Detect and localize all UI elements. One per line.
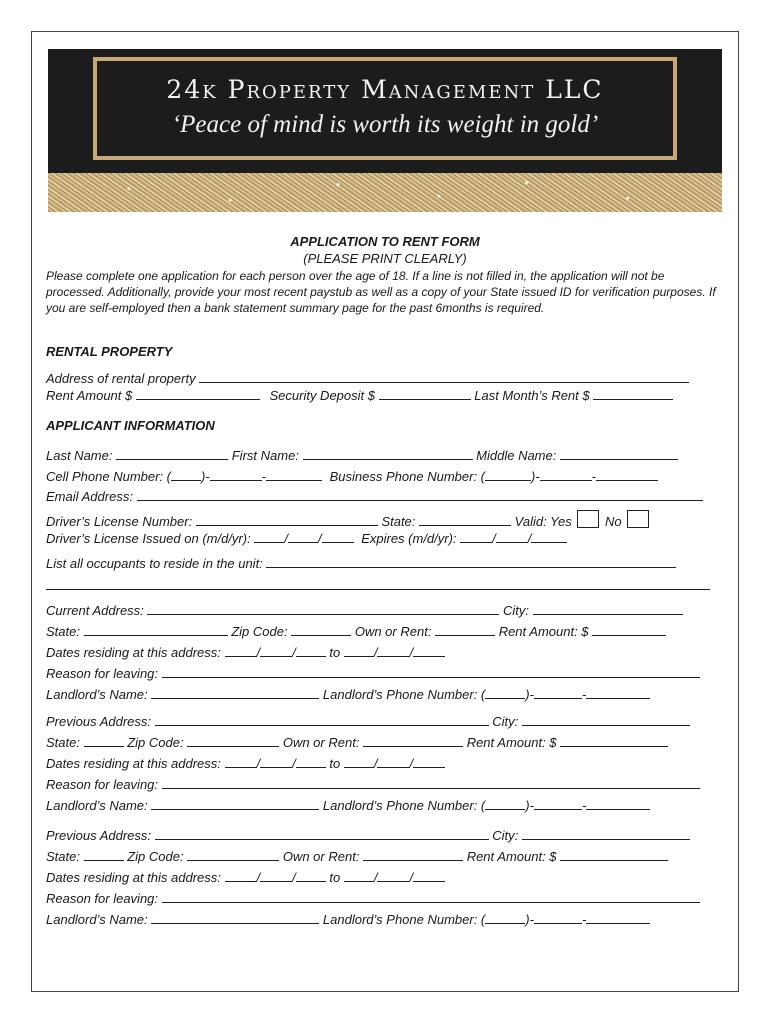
address-field[interactable] bbox=[155, 828, 489, 840]
reason-label: Reason for leaving: bbox=[46, 891, 159, 906]
phone-row: Cell Phone Number: ( )- - Business Phone Number: ( )- - bbox=[46, 469, 658, 483]
city-field[interactable] bbox=[522, 828, 690, 840]
address-field[interactable] bbox=[155, 714, 489, 726]
to-day-field[interactable] bbox=[377, 645, 409, 657]
license-issued-label: Driver’s License Issued on (m/d/yr): bbox=[46, 531, 251, 546]
reason-field[interactable] bbox=[162, 891, 700, 903]
from-year-field[interactable] bbox=[296, 645, 326, 657]
own-rent-field[interactable] bbox=[435, 624, 495, 636]
cell-prefix-field[interactable] bbox=[210, 469, 262, 481]
to-day-field[interactable] bbox=[377, 756, 409, 768]
middle-name-label: Middle Name: bbox=[476, 448, 557, 463]
landlord-line-field[interactable] bbox=[586, 798, 650, 810]
dates-label: Dates residing at this address: bbox=[46, 645, 221, 660]
landlord-name-label: Landlord’s Name: bbox=[46, 798, 148, 813]
issued-day-field[interactable] bbox=[288, 531, 318, 543]
from-day-field[interactable] bbox=[260, 870, 292, 882]
landlord-phone-label: Landlord’s Phone Number: ( bbox=[322, 687, 486, 702]
landlord-name-label: Landlord’s Name: bbox=[46, 912, 148, 927]
address-label: Current Address: bbox=[46, 603, 144, 618]
rent-amount-label: Rent Amount: $ bbox=[466, 849, 557, 864]
license-state-field[interactable] bbox=[419, 514, 511, 526]
to-day-field[interactable] bbox=[377, 870, 409, 882]
to-month-field[interactable] bbox=[344, 645, 374, 657]
rent-amount-label: Rent Amount: $ bbox=[498, 624, 589, 639]
rent-amount-field[interactable] bbox=[592, 624, 666, 636]
last-name-field[interactable] bbox=[116, 448, 228, 460]
state-label: State: bbox=[46, 624, 80, 639]
license-invalid-label: No bbox=[605, 514, 622, 529]
issued-year-field[interactable] bbox=[322, 531, 354, 543]
email-row bbox=[46, 489, 703, 503]
zip-field[interactable] bbox=[291, 624, 351, 636]
form-instructions: Please complete one application for each person over the age of 18. If a line is not filled in, the application will not be processed. Additionally, provide your most recent paystub as well as a copy of your State issued ID for verification purposes. If you are self-employed then a bank statement summary page for the past 6months is required. bbox=[46, 269, 716, 315]
address-row bbox=[46, 603, 683, 617]
dates-label: Dates residing at this address: bbox=[46, 870, 221, 885]
state-field[interactable] bbox=[84, 624, 228, 636]
last-name-label: Last Name: bbox=[46, 448, 113, 463]
to-label: to bbox=[329, 870, 341, 885]
from-day-field[interactable] bbox=[260, 645, 292, 657]
state-label: State: bbox=[46, 735, 80, 750]
form-title: APPLICATION TO RENT FORM bbox=[290, 234, 480, 249]
reason-row bbox=[46, 666, 700, 680]
rent-amount-field[interactable] bbox=[560, 735, 668, 747]
name-row bbox=[46, 448, 678, 462]
zip-label: Zip Code: bbox=[127, 849, 184, 864]
license-number-label: Driver’s License Number: bbox=[46, 514, 193, 529]
license-dates-row: Driver’s License Issued on (m/d/yr): / / Expires (m/d/yr): / / bbox=[46, 531, 567, 545]
own-rent-label: Own or Rent: bbox=[282, 849, 360, 864]
rental-property-heading: RENTAL PROPERTY bbox=[46, 344, 173, 359]
occupants-row bbox=[46, 556, 676, 570]
address-row bbox=[46, 828, 690, 842]
cell-phone-label: Cell Phone Number: ( bbox=[46, 469, 171, 484]
expires-day-field[interactable] bbox=[496, 531, 528, 543]
business-area-code-field[interactable] bbox=[485, 469, 531, 481]
license-row bbox=[46, 510, 651, 528]
rent-amount-row bbox=[46, 388, 673, 402]
email-label: Email Address: bbox=[46, 489, 133, 504]
occupants-label: List all occupants to reside in the unit: bbox=[46, 556, 263, 571]
landlord-area-code-field[interactable] bbox=[485, 912, 525, 924]
landlord-name-field[interactable] bbox=[151, 912, 319, 924]
state-zip-row bbox=[46, 849, 668, 863]
city-label: City: bbox=[503, 603, 530, 618]
company-slogan: ‘Peace of mind is worth its weight in gold’ bbox=[171, 111, 599, 138]
zip-label: Zip Code: bbox=[127, 735, 184, 750]
logo-frame bbox=[93, 57, 677, 160]
city-label: City: bbox=[492, 828, 519, 843]
from-month-field[interactable] bbox=[225, 756, 257, 768]
landlord-row: Landlord’s Name: Landlord’s Phone Number: ( )- - bbox=[46, 798, 650, 812]
license-state-label: State: bbox=[381, 514, 416, 529]
own-rent-field[interactable] bbox=[363, 735, 463, 747]
city-field[interactable] bbox=[522, 714, 690, 726]
rent-amount-label: Rent Amount $ bbox=[46, 388, 133, 403]
to-year-field[interactable] bbox=[413, 756, 445, 768]
rental-address-label: Address of rental property bbox=[46, 371, 196, 386]
reason-row bbox=[46, 891, 700, 905]
to-month-field[interactable] bbox=[344, 870, 374, 882]
landlord-prefix-field[interactable] bbox=[534, 687, 582, 699]
state-label: State: bbox=[46, 849, 80, 864]
reason-field[interactable] bbox=[162, 777, 700, 789]
landlord-area-code-field[interactable] bbox=[485, 798, 525, 810]
to-label: to bbox=[329, 645, 341, 660]
landlord-name-field[interactable] bbox=[151, 687, 319, 699]
security-deposit-label: Security Deposit $ bbox=[269, 388, 375, 403]
from-month-field[interactable] bbox=[225, 870, 257, 882]
security-deposit-field[interactable] bbox=[379, 388, 471, 400]
middle-name-field[interactable] bbox=[560, 448, 678, 460]
issued-month-field[interactable] bbox=[254, 531, 284, 543]
from-year-field[interactable] bbox=[296, 870, 326, 882]
business-phone-label: Business Phone Number: ( bbox=[329, 469, 485, 484]
address-label: Previous Address: bbox=[46, 828, 152, 843]
zip-label: Zip Code: bbox=[231, 624, 288, 639]
address-label: Previous Address: bbox=[46, 714, 152, 729]
occupants-field[interactable] bbox=[266, 556, 676, 568]
last-month-rent-field[interactable] bbox=[593, 388, 673, 400]
landlord-row: Landlord’s Name: Landlord’s Phone Number: ( )- - bbox=[46, 687, 650, 701]
to-year-field[interactable] bbox=[413, 645, 445, 657]
cell-line-field[interactable] bbox=[266, 469, 322, 481]
to-month-field[interactable] bbox=[344, 756, 374, 768]
reason-field[interactable] bbox=[162, 666, 700, 678]
address-field[interactable] bbox=[147, 603, 499, 615]
landlord-row: Landlord’s Name: Landlord’s Phone Number: ( )- - bbox=[46, 912, 650, 926]
zip-field[interactable] bbox=[187, 735, 279, 747]
landlord-line-field[interactable] bbox=[586, 912, 650, 924]
reason-row bbox=[46, 777, 700, 791]
landlord-area-code-field[interactable] bbox=[485, 687, 525, 699]
landlord-prefix-field[interactable] bbox=[534, 798, 582, 810]
license-valid-label: Valid: Yes bbox=[514, 514, 572, 529]
city-label: City: bbox=[492, 714, 519, 729]
email-field[interactable] bbox=[137, 489, 703, 501]
reason-label: Reason for leaving: bbox=[46, 777, 159, 792]
own-rent-field[interactable] bbox=[363, 849, 463, 861]
landlord-name-label: Landlord’s Name: bbox=[46, 687, 148, 702]
state-zip-row bbox=[46, 624, 666, 638]
landlord-line-field[interactable] bbox=[586, 687, 650, 699]
dates-row: Dates residing at this address: / / to / / bbox=[46, 645, 445, 659]
rent-amount-label: Rent Amount: $ bbox=[466, 735, 557, 750]
valid-no-checkbox[interactable] bbox=[627, 510, 649, 528]
from-day-field[interactable] bbox=[260, 756, 292, 768]
license-number-field[interactable] bbox=[196, 514, 378, 526]
dates-row: Dates residing at this address: / / to / / bbox=[46, 870, 445, 884]
dates-label: Dates residing at this address: bbox=[46, 756, 221, 771]
company-name: 24k Property Management LLC bbox=[166, 75, 604, 104]
business-line-field[interactable] bbox=[596, 469, 658, 481]
address-row bbox=[46, 714, 690, 728]
reason-label: Reason for leaving: bbox=[46, 666, 159, 681]
gold-glitter-strip bbox=[48, 173, 722, 212]
state-zip-row bbox=[46, 735, 668, 749]
from-month-field[interactable] bbox=[225, 645, 257, 657]
landlord-name-field[interactable] bbox=[151, 798, 319, 810]
occupants-field-line-2[interactable] bbox=[46, 578, 710, 590]
business-prefix-field[interactable] bbox=[540, 469, 592, 481]
rent-amount-field[interactable] bbox=[136, 388, 260, 400]
applicant-info-heading: APPLICANT INFORMATION bbox=[46, 418, 215, 433]
rental-address-row bbox=[46, 371, 689, 385]
license-expires-label: Expires (m/d/yr): bbox=[361, 531, 457, 546]
state-field[interactable] bbox=[84, 735, 124, 747]
landlord-prefix-field[interactable] bbox=[534, 912, 582, 924]
to-year-field[interactable] bbox=[413, 870, 445, 882]
city-field[interactable] bbox=[533, 603, 683, 615]
expires-year-field[interactable] bbox=[531, 531, 567, 543]
form-subtitle: (PLEASE PRINT CLEARLY) bbox=[303, 251, 467, 266]
zip-field[interactable] bbox=[187, 849, 279, 861]
last-month-rent-label: Last Month’s Rent $ bbox=[474, 388, 590, 403]
expires-month-field[interactable] bbox=[460, 531, 492, 543]
from-year-field[interactable] bbox=[296, 756, 326, 768]
rent-amount-field[interactable] bbox=[560, 849, 668, 861]
own-rent-label: Own or Rent: bbox=[282, 735, 360, 750]
dates-row: Dates residing at this address: / / to / / bbox=[46, 756, 445, 770]
landlord-phone-label: Landlord’s Phone Number: ( bbox=[322, 912, 486, 927]
own-rent-label: Own or Rent: bbox=[354, 624, 432, 639]
to-label: to bbox=[329, 756, 341, 771]
rental-address-field[interactable] bbox=[199, 371, 689, 383]
landlord-phone-label: Landlord’s Phone Number: ( bbox=[322, 798, 486, 813]
valid-yes-checkbox[interactable] bbox=[577, 510, 599, 528]
state-field[interactable] bbox=[84, 849, 124, 861]
first-name-label: First Name: bbox=[231, 448, 299, 463]
cell-area-code-field[interactable] bbox=[171, 469, 201, 481]
first-name-field[interactable] bbox=[303, 448, 473, 460]
